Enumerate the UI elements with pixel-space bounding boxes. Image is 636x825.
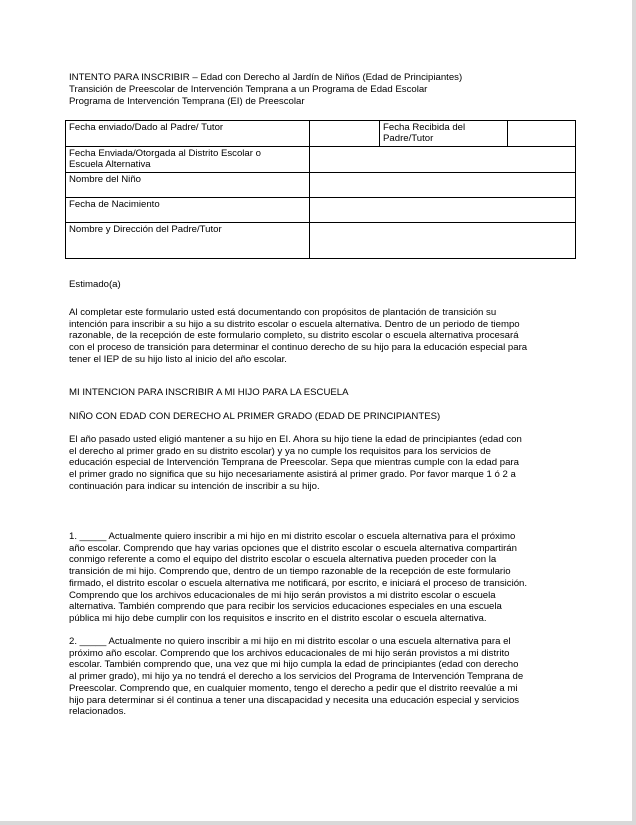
table-row [66,172,576,197]
date-sent-field[interactable] [310,121,380,147]
context-paragraph: El año pasado usted eligió mantener a su hijo en EI. Ahora su hijo tiene la edad de principiantes (edad con el derecho al primer grado en su distrito escolar) y ya no cumple los requisitos para los servicios de educación especial de Intervención Temprana de Preescolar. Sepa que mientras cumple con la edad para el primer grado no significa que su hijo necesariamente asistirá al primer grado. Por favor marque 1 ó 2 a continuación para indicar su intención de inscribir a su hijo. [69,434,522,492]
parent-name-address-field[interactable] [310,222,576,258]
table-row [66,146,576,172]
table-row [66,121,576,147]
date-sent-district-field[interactable] [310,146,576,172]
section-title: MI INTENCION PARA INSCRIBIR A MI HIJO PARA LA ESCUELA [69,387,349,398]
salutation: Estimado(a) [69,279,121,290]
form-title: INTENTO PARA INSCRIBIR – Edad con Derecho al Jardín de Niños (Edad de Principiantes) [69,72,463,83]
date-received-label: Fecha Recibida del Padre/Tutor [380,121,508,147]
option-1-paragraph: 1. _____ Actualmente quiero inscribir a mi hijo en mi distrito escolar o escuela alternativa para el próximo año escolar. Comprendo que hay varias opciones que el distrito escolar o escuela alternativa compartirán conmigo referente a como el equipo del distrito escolar o escuela alternativa pueden proceder con la transición de mi hijo. Comprendo que, dentro de un tiempo razonable de la recepción de este formulario firmado, el distrito escolar o escuela alternativa me notificará, por escrito, e iniciará el proceso de transición. Comprendo que los archivos educacionales de mi hijo serán provistos a mi distrito escolar o escuela alternativa. También comprendo que para recibir los servicios educaciones especiales en una escuela pública mi hijo debe cumplir con los requisitos e inscrito en el distrito escolar o escuela alternativa. [69,531,528,624]
birth-date-label: Fecha de Nacimiento [66,197,310,222]
page-edge-right [632,0,636,825]
program-name: Programa de Intervención Temprana (EI) de Preescolar [69,96,305,107]
option-2-paragraph: 2. _____ Actualmente no quiero inscribir a mi hijo en mi distrito escolar o una escuela alternativa para el próximo año escolar. Comprendo que los archivos educacionales de mi hijo serán provistos a mi distrito escolar. También comprendo que, una vez que mi hijo cumpla la edad de principiantes (edad con derecho al primer grado), mi hijo ya no tendrá el derecho a los servicios del Programa de Intervención Temprana de Preescolar. Comprendo que, en cualquier momento, tengo el derecho a pedir que el distrito reevalúe a mi hijo para determinar si él continua a tener una discapacidad y necesita una educación especial y servicios relacionados. [69,636,524,718]
page-edge-bottom [0,821,636,825]
intro-paragraph: Al completar este formulario usted está documentando con propósitos de plantación de transición su intención para inscribir a su hijo a su distrito escolar o escuela alternativa. Dentro de un periodo de tiempo razonable, de la recepción de este formulario completo, su distrito escolar o escuela alternativa procesará con el proceso de transición para determinar el continuo derecho de su hijo para la educación especial para tener el IEP de su hijo listo al inicio del año escolar. [69,307,528,365]
table-row [66,197,576,222]
subsection-title: NIÑO CON EDAD CON DERECHO AL PRIMER GRADO (EDAD DE PRINCIPIANTES) [69,411,441,422]
birth-date-field[interactable] [310,197,576,222]
parent-name-address-label: Nombre y Dirección del Padre/Tutor [66,222,310,258]
child-name-label: Nombre del Niño [66,172,310,197]
date-sent-label: Fecha enviado/Dado al Padre/ Tutor [66,121,310,147]
date-received-field[interactable] [508,121,576,147]
form-subtitle: Transición de Preescolar de Intervención Temprana a un Programa de Edad Escolar [69,84,428,95]
form-info-table [65,120,576,259]
date-sent-district-label: Fecha Enviada/Otorgada al Distrito Escolar o Escuela Alternativa [66,146,310,172]
table-row [66,222,576,258]
child-name-field[interactable] [310,172,576,197]
